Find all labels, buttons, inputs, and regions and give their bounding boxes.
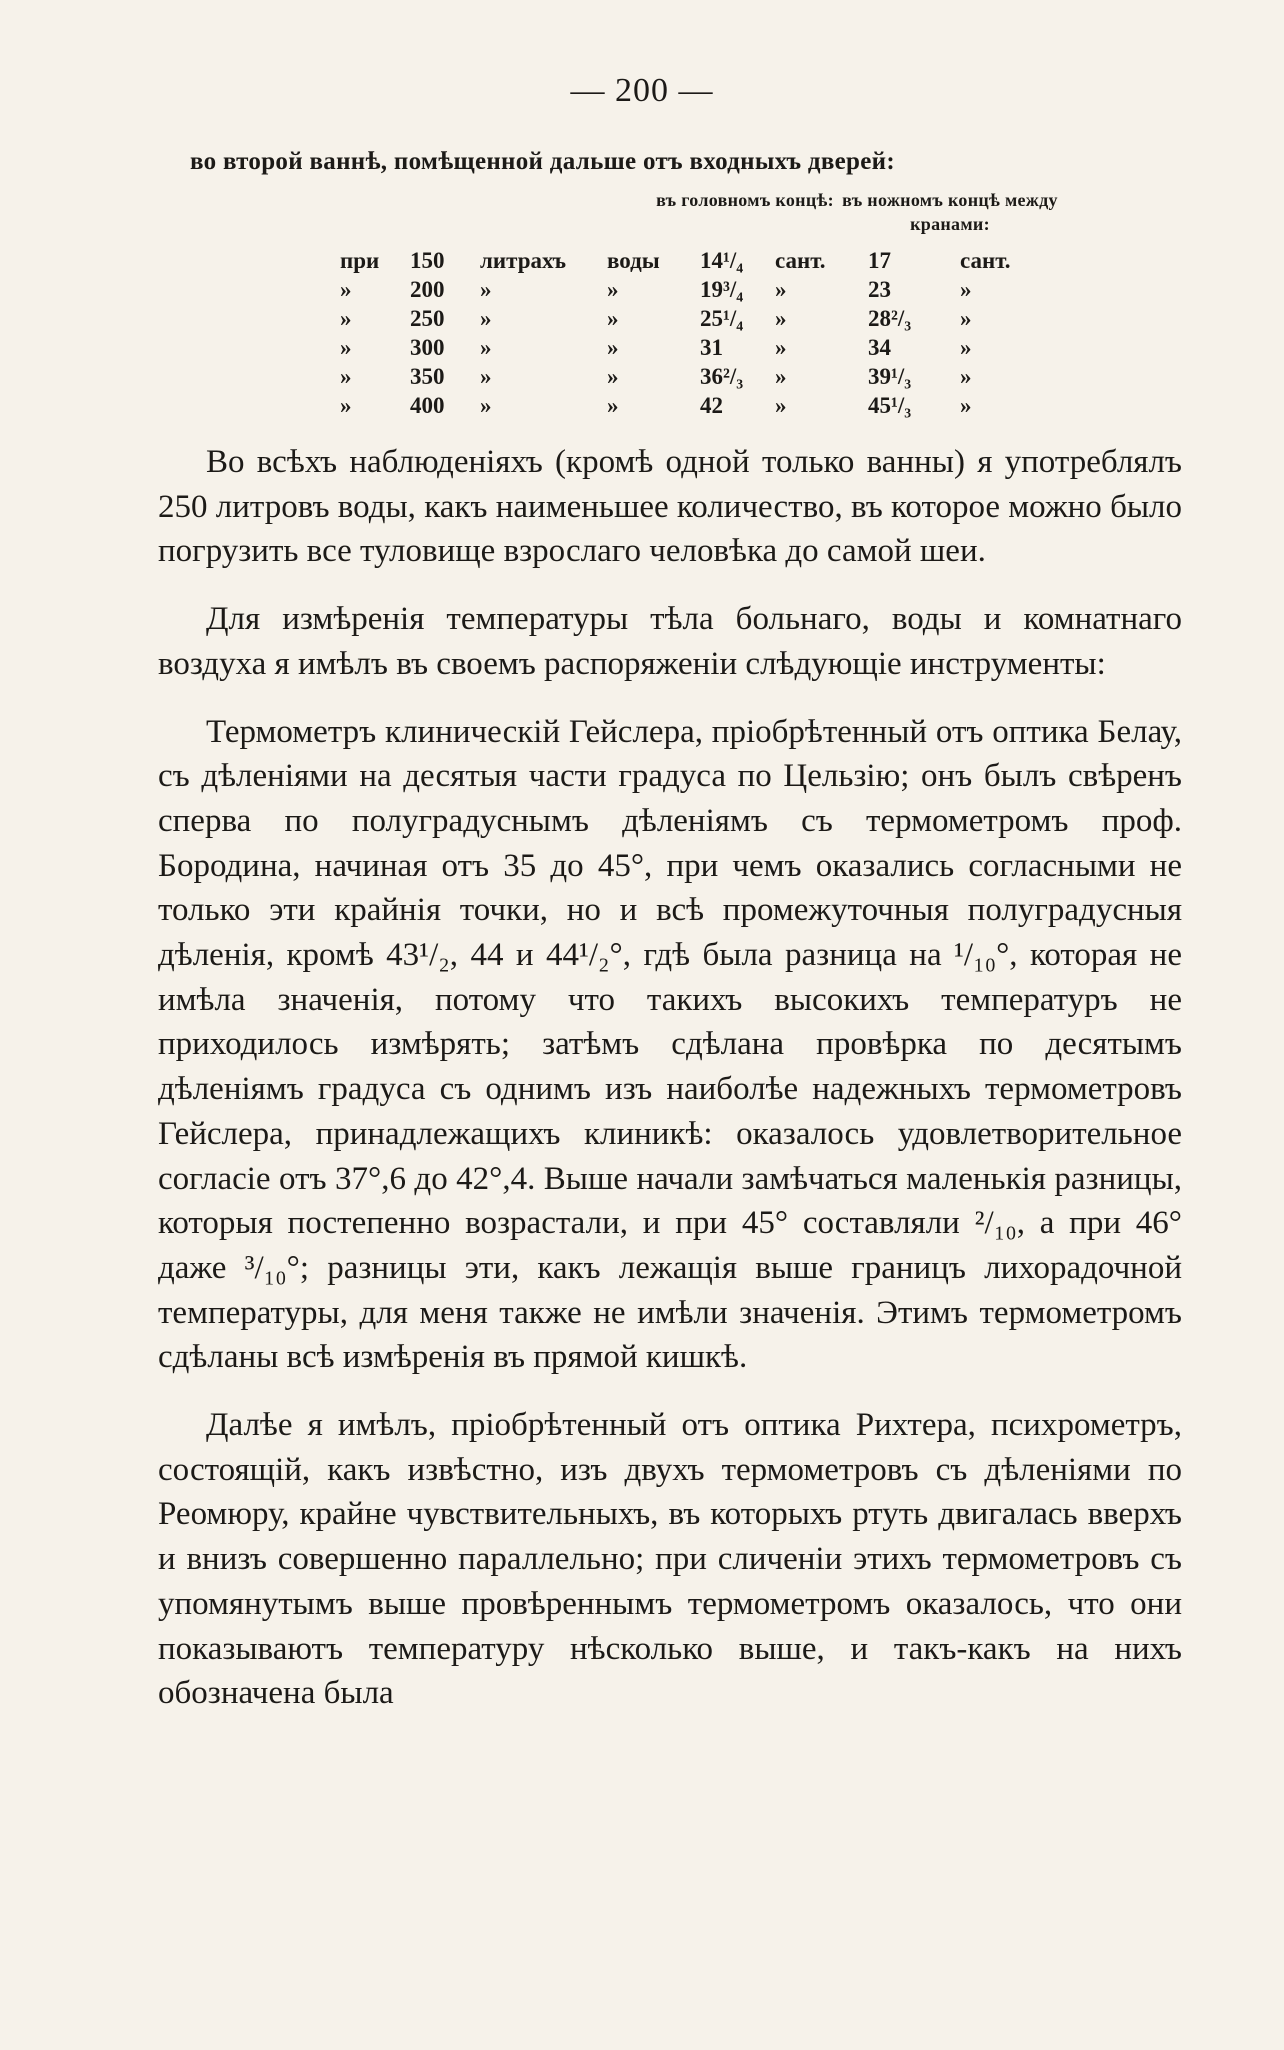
row-foot-value: 39¹/₃ — [868, 364, 912, 389]
row-water-word: » — [607, 364, 619, 389]
row-head-value: 25¹/₄ — [700, 306, 744, 331]
body-text — [158, 440, 1182, 1739]
row-prefix: » — [340, 393, 352, 418]
row-water-word: » — [607, 393, 619, 418]
row-prefix: » — [340, 364, 352, 389]
row-foot-value: 45¹/₃ — [868, 393, 912, 418]
row-foot-unit: » — [960, 364, 972, 389]
row-liters: 400 — [410, 393, 445, 418]
page-number: — 200 — — [570, 72, 714, 109]
row-foot-unit: » — [960, 277, 972, 302]
row-head-unit: » — [775, 393, 787, 418]
row-foot-unit: » — [960, 393, 972, 418]
row-liters: 150 — [410, 248, 445, 273]
row-foot-value: 34 — [868, 335, 891, 360]
row-head-unit: сант. — [775, 248, 826, 273]
paragraph: Термометръ клиническій Гейслера, пріобрѣтенный отъ оптика Белау, съ дѣленіями на десятыя части градуса по Цельзію; онъ былъ свѣренъ сперва по полуградуснымъ дѣленіямъ съ термометромъ проф. Бородина, начиная отъ 35 до 45°, при чемъ оказались согласными не только эти крайнія точки, но и всѣ промежуточныя полуградусныя дѣленія, кромѣ 43¹/₂, 44 и 44¹/₂°, гдѣ была разница на ¹/₁₀°, которая не имѣла значенія, потому что такихъ высокихъ температуръ не приходилось измѣрять; затѣмъ сдѣлана провѣрка по десятымъ дѣленіямъ градуса съ однимъ изъ наиболѣе надежныхъ термометровъ Гейслера, принадлежащихъ клиникѣ: оказалось удовлетворительное согласіе отъ 37°,6 до 42°,4. Выше начали замѣчаться маленькія разницы, которыя постепенно возрастали, и при 45° составляли ²/₁₀, а при 46° даже ³/₁₀°; разницы эти, какъ лежащія выше границъ лихорадочной температуры, для меня также не имѣли значенія. Этимъ термометромъ сдѣланы всѣ измѣренія въ прямой кишкѣ. — [158, 713, 1182, 1376]
column-header-head-end: въ головномъ концѣ: — [656, 190, 834, 210]
row-foot-value: 23 — [868, 277, 891, 302]
row-liters: 250 — [410, 306, 445, 331]
row-liters-word: » — [480, 393, 492, 418]
row-foot-unit: сант. — [960, 248, 1011, 273]
row-foot-value: 17 — [868, 248, 891, 273]
row-head-value: 19³/₄ — [700, 277, 744, 302]
row-liters: 200 — [410, 277, 445, 302]
row-head-value: 36²/₃ — [700, 364, 744, 389]
row-head-unit: » — [775, 277, 787, 302]
row-liters: 350 — [410, 364, 445, 389]
row-liters-word: литрахъ — [480, 248, 567, 273]
row-liters-word: » — [480, 335, 492, 360]
paragraph: Во всѣхъ наблюденіяхъ (кромѣ одной только ванны) я употреблялъ 250 литровъ воды, какъ наименьшее количество, въ которое можно было погрузить все туловище взрослаго человѣка до самой шеи. — [158, 444, 1182, 570]
column-header-foot-end: въ ножномъ концѣ между кранами: — [842, 190, 1058, 234]
row-water-word: » — [607, 277, 619, 302]
row-head-value: 42 — [700, 393, 723, 418]
paragraph: Для измѣренія температуры тѣла больнаго, воды и комнатнаго воздуха я имѣлъ въ своемъ распоряженіи слѣдующіе инструменты: — [158, 601, 1182, 682]
row-prefix: » — [340, 335, 352, 360]
row-head-value: 31 — [700, 335, 723, 360]
row-liters-word: » — [480, 306, 492, 331]
row-head-unit: » — [775, 335, 787, 360]
row-foot-value: 28²/₃ — [868, 306, 912, 331]
row-prefix: » — [340, 306, 352, 331]
paragraph: Далѣе я имѣлъ, пріобрѣтенный отъ оптика Рихтера, психрометръ, состоящій, какъ извѣстно, изъ двухъ термометровъ съ дѣленіями по Реомюру, крайне чувствительныхъ, въ которыхъ ртуть двигалась вверхъ и внизъ совершенно параллельно; при сличеніи этихъ термометровъ съ упомянутымъ выше провѣреннымъ термометромъ оказалось, что они показываютъ температуру нѣсколько выше, и такъ-какъ на нихъ обозначена была — [158, 1407, 1182, 1712]
row-head-unit: » — [775, 364, 787, 389]
row-liters: 300 — [410, 335, 445, 360]
row-foot-unit: » — [960, 306, 972, 331]
row-water-word: » — [607, 335, 619, 360]
table-intro-line: во второй ваннѣ, помѣщенной дальше отъ входныхъ дверей: — [190, 148, 895, 175]
row-foot-unit: » — [960, 335, 972, 360]
row-water-word: воды — [607, 248, 660, 273]
row-prefix: при — [340, 248, 380, 273]
row-liters-word: » — [480, 364, 492, 389]
row-head-value: 14¹/₄ — [700, 248, 744, 273]
row-water-word: » — [607, 306, 619, 331]
row-liters-word: » — [480, 277, 492, 302]
row-prefix: » — [340, 277, 352, 302]
row-head-unit: » — [775, 306, 787, 331]
